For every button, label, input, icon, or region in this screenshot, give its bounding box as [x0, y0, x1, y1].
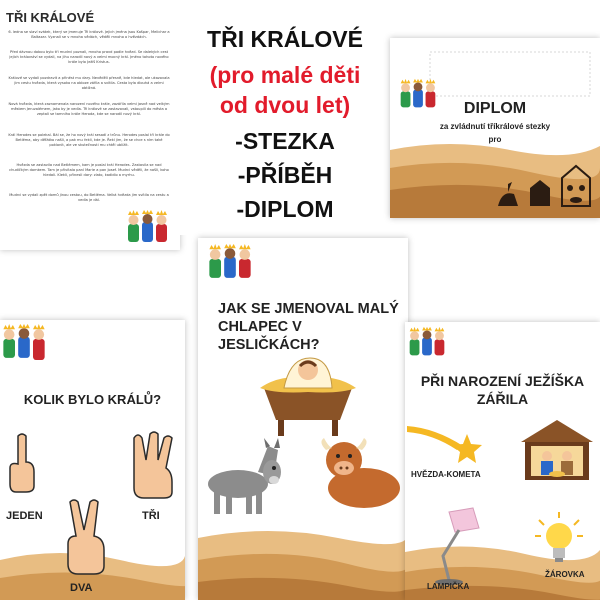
kings-question-text: KOLIK BYLO KRÁLŮ? — [23, 392, 162, 407]
story-paragraph: Králové se vydali pozdravit a přinést mu dary. Nevěděli přesně, kde hledat, ale ukazovala jim cestu hvězda, která vysoko na obloze zářila a svítila. Cesta byla dlouhá a velmi obtížná. — [8, 76, 170, 90]
story-paragraph: Král Herodes se polekal. Bál se, že ho nový král sesadí z trůnu. Herodes poslal tři krále do Betléma, aby děťátko našli, a pak mu řekli, kde je. Řekl jim, že se chce s ním také poklonit, ale ve skutečnosti mu chtěl ublížit. — [8, 133, 170, 147]
story-paragraph: Před dávnou dobou bylo tři mudrci poznali, mnoho pravd podle hvězd. Se dalekých cest jejich království se vydali, na jihu narodil nový a velmi mocný král. Jméno tohoto nového krále bylo Ježíš Kristus. — [9, 50, 169, 64]
kings-question-page — [0, 320, 185, 600]
light-bulb-icon[interactable] — [535, 512, 583, 564]
story-title: TŘI KRÁLOVÉ — [6, 10, 95, 25]
answer-two[interactable]: DVA — [70, 582, 93, 594]
cover-age-line-1: (pro malé děti — [209, 62, 361, 88]
ox-icon — [314, 434, 404, 512]
answer-star[interactable]: HVĚZDA-KOMETA — [411, 470, 481, 479]
boy-question-page — [198, 238, 408, 600]
two-fingers-hand-icon[interactable] — [62, 496, 110, 576]
cover-age-line-2: od dvou let) — [219, 92, 351, 118]
answer-one[interactable]: JEDEN — [6, 510, 43, 522]
story-paragraph: Hvězda se zastavila nad Betlémem, kam je poslal král Herodes. Zastavila se nad chudičkým domkem. Tam je přivítala paní Marie a pan Josef. Mudrci věděli, že našli, koho hledali. Klekli, přinesli dary: zlato, kadidlo a myrhu. — [9, 163, 169, 177]
answer-three[interactable]: TŘI — [142, 510, 160, 522]
cover-item-trail: -STEZKA — [235, 128, 335, 154]
cover-title — [180, 0, 390, 235]
one-finger-hand-icon[interactable] — [6, 432, 38, 494]
cover-age-line — [180, 60, 390, 120]
boy-question-text: JAK SE JMENOVAL MALÝ CHLAPEC V JESLIČKÁCH? — [218, 301, 399, 353]
diploma-subtitle: za zvládnutí tříkrálové stezky — [439, 122, 551, 131]
answer-bulb[interactable]: ŽÁROVKA — [545, 570, 585, 579]
lamp-icon[interactable] — [425, 506, 485, 586]
diploma-page — [390, 38, 600, 218]
cover-item-diploma: -DIPLOM — [236, 196, 334, 222]
donkey-icon — [202, 438, 284, 516]
manger-baby-icon — [260, 348, 356, 438]
nativity-stable-icon — [517, 418, 597, 482]
three-fingers-hand-icon[interactable] — [128, 430, 178, 500]
answer-lamp[interactable]: LAMPIČKA — [427, 582, 470, 591]
story-page — [0, 0, 180, 250]
cover-heading: TŘI KRÁLOVÉ — [207, 26, 363, 52]
cover-item-story: -PŘÍBĚH — [237, 162, 333, 188]
three-kings-icon — [125, 210, 170, 244]
story-paragraph: Mudrci se vydali zpět domů jinou cestou, do Betléma. Velká hvězda jim svítila na cestu a vedla je dál. — [9, 193, 169, 202]
diploma-for: pro — [488, 135, 502, 144]
story-paragraph: Nová hvězda, která zaznamenala narození nového krále, zazářila velmi jasně nad velkým městem Jeruzalémem, jako by je vedla. Tři králové se zastavovali, vstoupili do města a zeptali se tamního krále Heroda, kde se narodil nový král. — [8, 102, 170, 116]
three-kings-icon — [407, 326, 447, 358]
star-question-page — [405, 322, 600, 600]
diploma-title: DIPLOM — [463, 100, 527, 117]
comet-star-icon[interactable] — [405, 420, 485, 470]
three-kings-icon — [206, 244, 254, 280]
three-kings-icon — [0, 324, 48, 360]
story-paragraph: 6. ledna se slaví svátek, který se jmenuje Tři králové. Jejich jména jsou Kašpar, Melichar a Baltazar. Vyznali se v mnoha vědách, věděli mnoho o hvězdách. — [8, 30, 170, 39]
star-question-text: PŘI NAROZENÍ JEŽÍŠKA ZÁŘILA — [420, 373, 585, 407]
